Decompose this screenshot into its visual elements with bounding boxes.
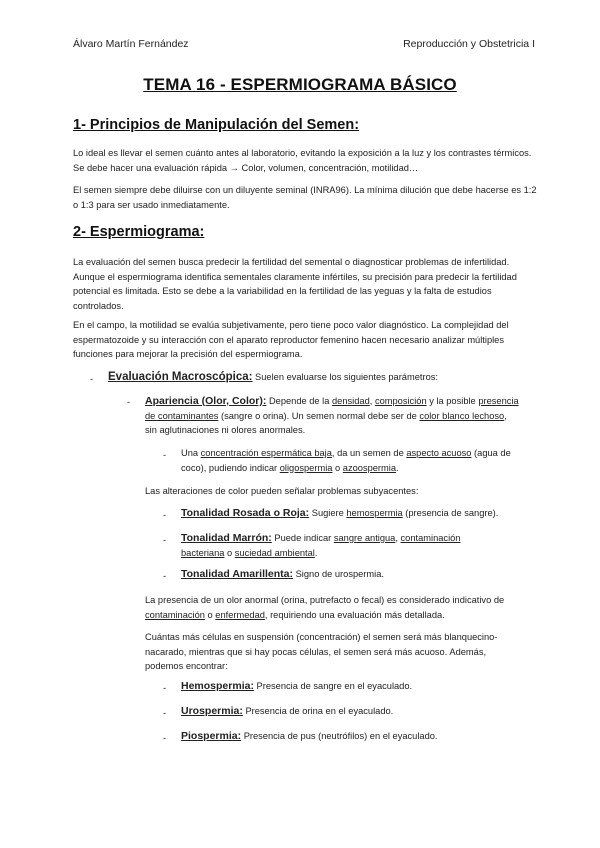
- header-author: Álvaro Martín Fernández: [73, 38, 189, 50]
- macro-text: Suelen evaluarse los siguientes parámetros:: [252, 372, 438, 382]
- underlined-term: suciedad ambiental: [234, 547, 315, 558]
- underlined-term: oligospermia: [279, 462, 333, 473]
- celulas-paragraph: Cuántas más células en suspensión (concentración) el semen será más blanquecino-nacarado, mientras que si hay pocas células, el semen será más acuoso. Además, podemos encontrar:: [145, 632, 498, 671]
- macro-evaluation-item: [108, 370, 548, 385]
- piospermia-item: [181, 729, 521, 744]
- text: ,: [369, 396, 375, 406]
- color-intro: Las alteraciones de color pueden señalar problemas subyacentes:: [145, 486, 419, 496]
- tonalidad-rosada-label: Tonalidad Rosada o Roja:: [181, 507, 310, 519]
- section2-paragraph-2: En el campo, la motilidad se evalúa subjetivamente, pero tiene poco valor diagnóstico. La complejidad del espermatozoide y su interacción con el aparato reproductor femenino hacen necesario analizar múltiples funciones para mejorar la precisión del espermiograma.: [73, 320, 509, 359]
- section1-paragraph-1: Lo ideal es llevar el semen cuánto antes al laboratorio, evitando la exposición a la luz y los contrastes térmicos. Se debe hacer una evaluación rápida → Color, volumen, concentración, motilidad…: [73, 148, 532, 173]
- bullet-dash: -: [163, 535, 167, 545]
- bullet-dash: -: [163, 450, 167, 460]
- text: (presencia de sangre).: [402, 508, 499, 518]
- text: Puede indicar: [271, 533, 334, 543]
- text: Presencia de orina en el eyaculado.: [242, 706, 394, 716]
- urospermia-label: Urospermia:: [181, 705, 243, 717]
- bullet-dash: -: [127, 397, 131, 407]
- section2-paragraph-1: La evaluación del semen busca predecir la fertilidad del semental o diagnosticar problemas de infertilidad. Aunque el espermiograma identifica sementales claramente infértiles, su precisión para predecir la fertilidad potencial es limitada. Esto se debe a la variabilidad en la fertilidad de las yeguas y la falta de estudios controlados.: [73, 257, 517, 311]
- text: Presencia de sangre en el eyaculado.: [253, 681, 413, 691]
- text: .: [396, 462, 399, 473]
- bullet-dash: -: [163, 683, 167, 693]
- text: Signo de urospermia.: [293, 569, 384, 579]
- underlined-term: composición: [374, 396, 427, 406]
- text: .: [314, 547, 318, 558]
- text: y la posible: [426, 396, 479, 406]
- underlined-term: aspecto acuoso: [406, 448, 472, 458]
- hemospermia-item: [181, 679, 521, 694]
- underlined-term: concentración espermática baja: [200, 448, 332, 458]
- text: La presencia de un olor anormal (orina, putrefacto o fecal) es considerado indicativo de: [145, 595, 505, 605]
- text: o: [332, 462, 343, 473]
- tonalidad-rosada-item: [181, 506, 541, 521]
- apariencia-item: [145, 394, 520, 438]
- underlined-term: sangre antigua: [333, 533, 396, 543]
- text: , sin aglutinaciones ni olores anormales.: [145, 410, 507, 435]
- underlined-term: azoospermia: [342, 462, 397, 473]
- text: , da un semen de: [331, 448, 407, 458]
- bullet-dash: -: [163, 733, 167, 743]
- section1-paragraph-2: El semen siempre debe diluirse con un diluyente seminal (INRA96). La mínima dilución que debe hacerse es 1:2 o 1:3 para ser usado inmediatamente.: [73, 185, 537, 210]
- urospermia-item: [181, 704, 521, 719]
- header-subject: Reproducción y Obstetricia I: [403, 38, 535, 50]
- text: Depende de la: [266, 396, 333, 406]
- bullet-dash: -: [163, 708, 167, 718]
- page-title: TEMA 16 - ESPERMIOGRAMA BÁSICO: [143, 75, 457, 94]
- text: (sangre o orina). Un semen normal debe ser de: [218, 410, 420, 421]
- olor-paragraph: [145, 593, 520, 622]
- piospermia-label: Piospermia:: [181, 730, 242, 742]
- text: o: [224, 547, 235, 558]
- underlined-term: densidad: [332, 396, 370, 406]
- text: o: [204, 609, 216, 620]
- bullet-dash: -: [163, 510, 167, 520]
- text: ,: [395, 533, 401, 543]
- underlined-term: color blanco lechoso: [419, 410, 505, 421]
- underlined-term: hemospermia: [346, 508, 403, 518]
- text: Presencia de pus (neutrófilos) en el eyaculado.: [241, 731, 438, 741]
- hemospermia-label: Hemospermia:: [181, 680, 254, 692]
- apariencia-label: Apariencia (Olor, Color):: [145, 395, 267, 407]
- bullet-dash: -: [163, 571, 167, 581]
- tonalidad-marron-item: [181, 531, 506, 560]
- section1-heading: 1- Principios de Manipulación del Semen:: [73, 117, 360, 133]
- section2-heading: 2- Espermiograma:: [73, 224, 205, 240]
- concentracion-item: [181, 446, 521, 475]
- text: Una: [181, 448, 201, 458]
- macro-label: Evaluación Macroscópica:: [108, 371, 253, 383]
- underlined-term: enfermedad: [215, 609, 265, 620]
- text: , requiriendo una evaluación más detallada.: [264, 609, 445, 620]
- underlined-term: contaminación bacteriana: [181, 533, 461, 558]
- tonalidad-amarilla-label: Tonalidad Amarillenta:: [181, 568, 294, 580]
- text: Sugiere: [309, 508, 347, 518]
- tonalidad-amarilla-item: [181, 567, 521, 582]
- underlined-term: contaminación: [145, 609, 205, 620]
- text: (agua de coco), pudiendo indicar: [181, 448, 511, 473]
- bullet-dash: -: [90, 374, 94, 384]
- underlined-term: presencia de contaminantes: [145, 396, 519, 421]
- tonalidad-marron-label: Tonalidad Marrón:: [181, 532, 272, 544]
